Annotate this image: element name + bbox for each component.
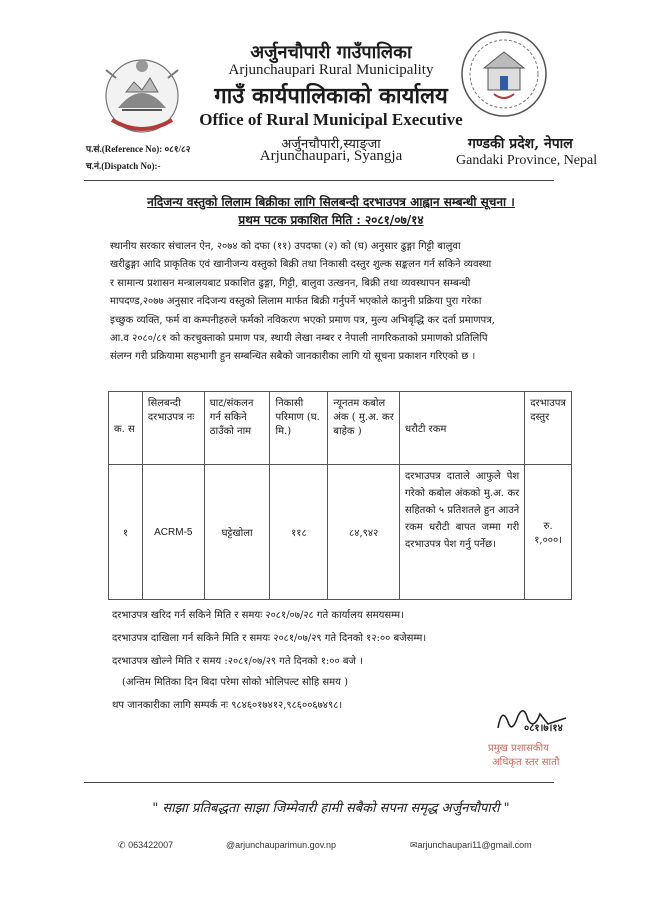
cell-quantity: ११८ bbox=[270, 465, 328, 600]
col-header-quantity: निकासी परिमाण (घ. मि.) bbox=[270, 392, 328, 465]
table-header-row bbox=[109, 392, 572, 465]
cell-location: घट्टेखोला bbox=[204, 465, 270, 600]
province-np: गण्डकी प्रदेश, नेपाल bbox=[468, 136, 573, 152]
footer-motto: " साझा प्रतिबद्धता साझा जिम्मेवारी हामी सबैको सपना समृद्ध अर्जुनचौपारी " bbox=[152, 801, 510, 816]
notice-body bbox=[110, 238, 550, 367]
footer-website bbox=[226, 840, 336, 850]
address-en: Arjunchaupari, Syangja bbox=[259, 148, 403, 164]
contact-info: थप जानकारीका लागि सम्पर्क नः ९८४६०१७४१२,९८६००६७४९८। bbox=[112, 700, 343, 711]
body-line: आ.व २०८०/८१ को करचुक्ताको प्रमाण पत्र, स्थायी लेखा नम्बर र नेपाली नागरिकताको प्रमाणको प्रतिलिपि bbox=[110, 333, 488, 345]
col-header-min-bid: न्यूनतम कबोल अंक ( मु.अ. कर बाहेक ) bbox=[328, 392, 400, 465]
stamp-line-2: अधिकृत स्तर सातौ bbox=[492, 757, 560, 768]
footer-divider bbox=[84, 782, 554, 783]
cell-bid-no: ACRM-5 bbox=[142, 465, 204, 600]
office-name-np: गाउँ कार्यपालिकाको कार्यालय bbox=[214, 83, 448, 109]
website-url: arjunchauparimun.gov.np bbox=[235, 840, 337, 850]
body-line: र सामान्य प्रशासन मन्त्रालयबाट प्रकाशित ढुङ्गा, गिट्टी, बालुवा उत्खनन, बिक्री तथा व्यवस्थापन सम्बन्धी bbox=[110, 277, 471, 289]
cell-sn: १ bbox=[109, 465, 143, 600]
header-divider bbox=[84, 180, 554, 181]
opening-date: दरभाउपत्र खोल्ने मिति र समय :२०८१/०७/२९ गते दिनको १:०० बजे । bbox=[112, 656, 363, 667]
phone-icon: ✆ bbox=[118, 840, 126, 850]
purchase-deadline: दरभाउपत्र खरिद गर्न सकिने मिति र समयः २०८१/०७/२८ गते कार्यालय समयसम्म। bbox=[112, 610, 404, 621]
signature-block bbox=[478, 700, 588, 768]
at-icon: @ bbox=[226, 840, 236, 850]
col-header-fee: दरभाउपत्र दस्तुर bbox=[525, 392, 572, 465]
body-line: स्थानीय सरकार संचालन ऐन, २०७४ को दफा (११) उपदफा (२) को (घ) अनुसार ढुङ्गा गिट्टी बालुवा bbox=[110, 241, 461, 252]
cell-deposit: दरभाउपत्र दाताले आफुले पेश गरेको कबोल अंकको मु.अ. कर सहितको ५ प्रतिशतले हुन आउने रकम धरौटी बापत जम्मा गरी दरभाउपत्र पेश गर्नु पर्नेछ। bbox=[399, 465, 524, 600]
col-header-location: घाट/संकलन गर्न सकिने ठाउँको नाम bbox=[204, 392, 270, 465]
email-address: arjunchaupari11@gmail.com bbox=[417, 840, 532, 850]
municipality-name-np: अर्जुनचौपारी गाउँपालिका bbox=[250, 42, 412, 63]
phone-number: 063422007 bbox=[128, 840, 174, 850]
reference-number: प.सं.(Reference No): ०८१/८२ bbox=[86, 144, 191, 154]
table-row bbox=[109, 465, 572, 600]
submission-deadline: दरभाउपत्र दाखिला गर्न सकिने मिति र समयः २०८१/०७/२९ गते दिनको १२:०० बजेसम्म। bbox=[112, 633, 427, 644]
bid-table bbox=[108, 391, 572, 600]
envelope-icon: ✉ bbox=[410, 840, 418, 850]
body-line: इच्छुक व्यक्ति, फर्म वा कम्पनीहरुले फर्मको नविकरण भएको प्रमाण पत्र, मुल्य अभिबृद्धि कर दर्ता प्रमाणपत्र, bbox=[110, 314, 495, 326]
municipality-name-en: Arjunchaupari Rural Municipality bbox=[228, 62, 434, 78]
province-en: Gandaki Province, Nepal bbox=[456, 153, 598, 168]
col-header-sn: क. स bbox=[109, 392, 143, 465]
holiday-note: (अन्तिम मितिका दिन बिदा परेमा सोको भोलिपल्ट सोहि समय ) bbox=[122, 677, 349, 688]
body-line: संलग्न गरी प्रक्रियामा सहभागी हुन सम्बन्धित सबैको जानकारीका लागि यो सूचना प्रकाशन गरिएको छ । bbox=[110, 351, 476, 363]
footer-email bbox=[410, 840, 532, 851]
col-header-deposit: धरौटी रकम bbox=[399, 392, 524, 465]
col-header-bid-no: सिलबन्दी दरभाउपत्र नः bbox=[142, 392, 204, 465]
cell-fee: रु. १,०००। bbox=[525, 465, 572, 600]
signature-date: ०८१।७।१४ bbox=[524, 723, 563, 734]
stamp-line-1: प्रमुख प्रशासकीय bbox=[488, 743, 549, 754]
footer-phone bbox=[118, 840, 173, 851]
dispatch-number: च.नं.(Dispatch No):- bbox=[86, 161, 161, 171]
body-line: मापदण्ड,२०७७ अनुसार नदिजन्य वस्तुको लिलाम मार्फत बिक्री गर्नुपर्ने भएकोले कानुनी प्रक्रिया पुरा गरेका bbox=[110, 296, 482, 308]
published-date: प्रथम पटक प्रकाशित मिति : २०८१/०७/१४ bbox=[238, 213, 424, 227]
office-name-en: Office of Rural Municipal Executive bbox=[199, 110, 463, 129]
address-np: अर्जुनचौपारी,स्याङ्जा bbox=[281, 137, 381, 152]
cell-min-bid: ८४,९४२ bbox=[328, 465, 400, 600]
body-line: खरीढुङ्गा आदि प्राकृतिक एवं खानीजन्य वस्तुको बिक्री तथा निकासी दस्तुर शुल्क सङ्कलन गर्न सकिने व्यवस्था bbox=[110, 259, 492, 271]
notice-title: नदिजन्य वस्तुको लिलाम बिक्रीका लागि सिलबन्दी दरभाउपत्र आह्वान सम्बन्धी सूचना । bbox=[147, 195, 515, 209]
